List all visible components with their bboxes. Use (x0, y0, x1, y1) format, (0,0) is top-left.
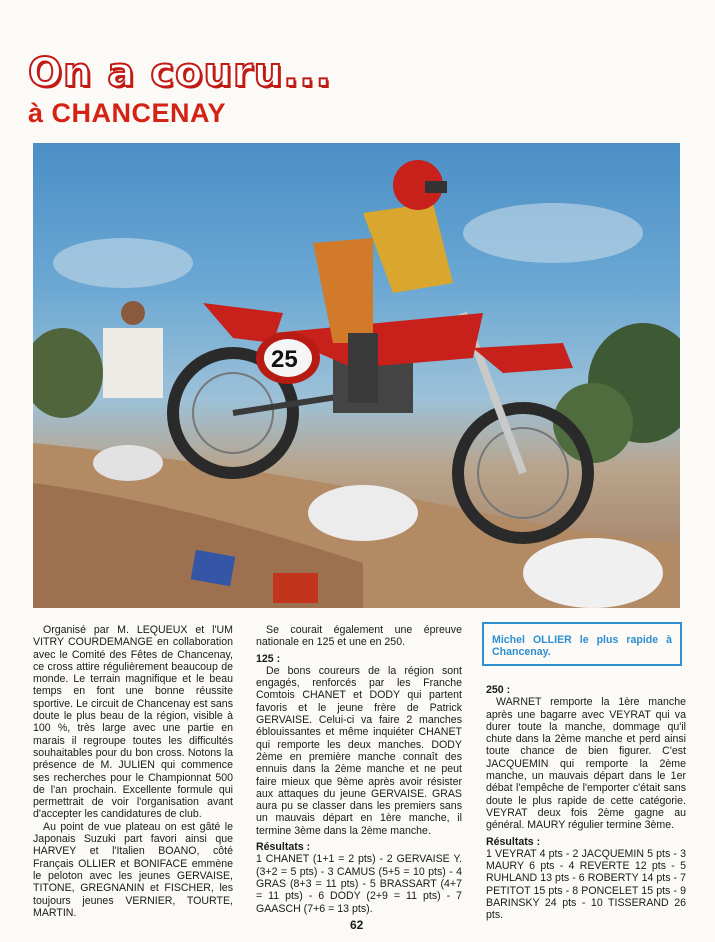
paragraph: Au point de vue plateau on est gâté le Japonais Suzuki part favori ainsi que HARVEY et l'Italien BOANO, côté Français OLLIER et BONIFACE emmène le peloton avec les jeunes GERVAISE, TITONE, GREGNANIN et FISCHER, les toujours jeunes VERNIER, TOURTE, MARTIN. (33, 820, 233, 919)
motocross-photo (33, 143, 680, 608)
article-title: On a couru... (28, 50, 332, 96)
article-column-3 (486, 680, 686, 922)
caption-box: Michel OLLIER le plus rapide à Chancenay. (482, 622, 682, 666)
article-column-1 (33, 624, 233, 919)
results-heading: Résultats : (256, 841, 311, 854)
paragraph: WARNET remporte la 1ère manche après une bagarre avec VEYRAT qui va durer toute la manche, dommage qu'il chute dans la 2ème manche et perd ainsi toute chance de bien figurer. C'est JACQUEMIN qui remporte la 2ème manche, un mauvais départ dans le 1er débat l'empêche de l'emporter c'était sans doute le plus rapide de cette catégorie. VEYRAT deux fois 2ème gagne au général. MAURY régulier termine 3ème. (486, 696, 686, 832)
section-heading-125: 125 : (256, 652, 281, 665)
motocross-rider-icon (33, 143, 680, 608)
section-heading-250: 250 : (486, 684, 511, 696)
paragraph: De bons coureurs de la région sont engagés, renforcés par les Franche Comtois CHANET et DODY qui partent favoris et le jeune frère de Patrick GERVAISE. Celui-ci va faire 2 manches éblouissantes et même inquiéter CHANET qui remporte les deux manches. DODY 2ème en première manche connaît des ennuis dans la 2ème manche et ne peut faire mieux que 9ème après avoir résister aux attaques du jeune GERVAISE. GRAS aura pu se classer dans les premiers sans un mauvais départ en 1ère manche, il termine 3ème dans la 2ème manche. (256, 664, 462, 837)
paragraph: Se courait également une épreuve nationale en 125 et une en 250. (256, 624, 462, 649)
article-subtitle: à CHANCENAY (28, 98, 227, 128)
results-list-125: 1 CHANET (1+1 = 2 pts) - 2 GERVAISE Y. (3+2 = 5 pts) - 3 CAMUS (5+5 = 10 pts) - 4 GRAS (8+3 = 11 pts) - 5 BRASSART (4+7 = 11 pts) - 6 DODY (2+9 = 11 pts) - 7 GAASCH (7+6 = 13 pts). (256, 853, 462, 915)
paragraph: Organisé par M. LEQUEUX et l'UM VITRY COURDEMANGE en collaboration avec le Comité des Fêtes de Chancenay, ce cross attire régulièrement beaucoup de monde. Le terrain magnifique et le beau temps en font une bonne réussite sportive. Le circuit de Chancenay est sans doute le plus beau de la région, visible à 100 %, très large avec une partie en marais il regroupe toutes les difficultés souhaitables pour du bon cross. Notons la présence de M. JULIEN qui commence ses recherches pour le Championnat 500 de l'an prochain. Excellente formule qui permettrait de voir l'organisation avant d'accepter les candidatures de club. (33, 624, 233, 821)
page-number: 62 (350, 918, 364, 932)
bike-number: 25 (271, 346, 298, 373)
results-list-250: 1 VEYRAT 4 pts - 2 JACQUEMIN 5 pts - 3 MAURY 6 pts - 4 REVERTE 12 pts - 5 RUHLAND 13 pts - 6 ROBERTY 14 pts - 7 PETITOT 15 pts - 8 PONCELET 15 pts - 9 BARINSKY 24 pts - 10 TISSERAND 26 pts. (486, 847, 686, 922)
results-heading: Résultats : (486, 835, 541, 848)
article-column-2 (256, 624, 462, 915)
